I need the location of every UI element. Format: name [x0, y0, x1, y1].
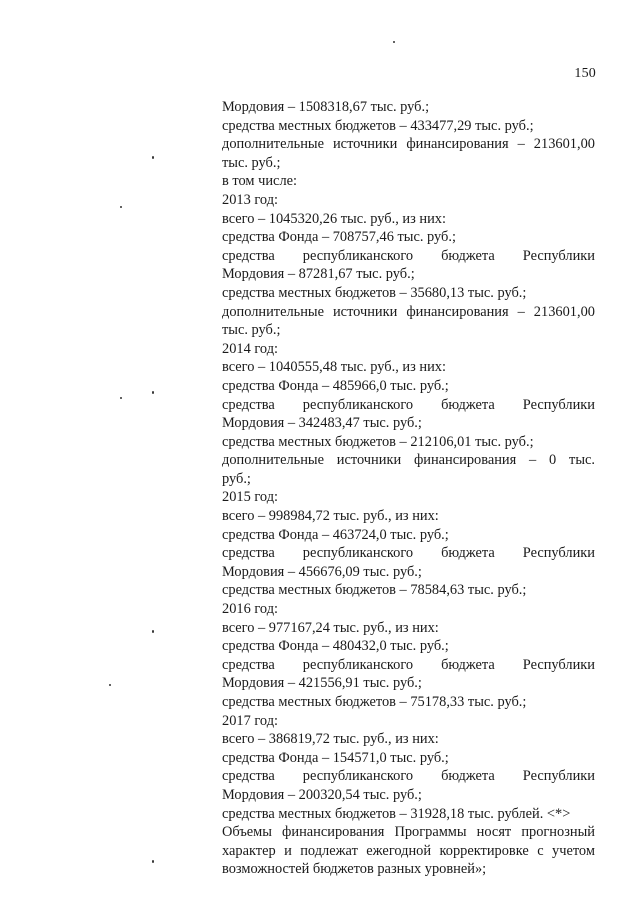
word: Республики — [522, 396, 595, 413]
page-number: 150 — [574, 66, 596, 81]
word: тыс. — [569, 452, 595, 469]
scan-speck — [393, 41, 395, 43]
text-line: в том числе: — [222, 173, 298, 190]
word: прогнозный — [521, 824, 595, 841]
year-heading: 2015 год: — [222, 489, 279, 506]
word: Объемы — [222, 824, 272, 841]
word: подлежат — [300, 842, 358, 859]
word: дополнительные — [222, 303, 324, 320]
word: источники — [332, 303, 398, 320]
word: Программы — [394, 824, 467, 841]
scan-speck — [109, 684, 111, 686]
word: финансирования — [282, 824, 385, 841]
document-body — [222, 98, 595, 879]
text-line: руб.; — [222, 470, 251, 487]
text-line: всего – 386819,72 тыс. руб., из них: — [222, 731, 439, 748]
word: Республики — [522, 768, 595, 785]
word: финансирования — [406, 303, 509, 320]
word: средства — [222, 545, 275, 562]
word: бюджета — [441, 396, 495, 413]
word: республиканского — [302, 768, 414, 785]
text-line — [222, 247, 595, 266]
text-line — [222, 396, 595, 415]
word: бюджета — [441, 768, 495, 785]
word: – — [517, 303, 525, 320]
word: финансирования — [406, 136, 509, 153]
word: ежегодной — [366, 842, 432, 859]
text-line: Мордовия – 87281,67 тыс. руб.; — [222, 266, 415, 283]
text-line: средства Фонда – 485966,0 тыс. руб.; — [222, 377, 449, 394]
text-line: средства Фонда – 480432,0 тыс. руб.; — [222, 638, 449, 655]
word: бюджета — [441, 545, 495, 562]
word: бюджета — [441, 247, 495, 264]
scan-speck — [152, 391, 154, 394]
text-line: средства местных бюджетов – 78584,63 тыс. руб.; — [222, 582, 527, 599]
text-line: Мордовия – 456676,09 тыс. руб.; — [222, 563, 422, 580]
word: средства — [222, 247, 275, 264]
word: с — [537, 842, 544, 859]
text-line: тыс. руб.; — [222, 154, 281, 171]
word: бюджета — [441, 656, 495, 673]
word: источники — [332, 136, 398, 153]
word: дополнительные — [222, 452, 324, 469]
word: носят — [476, 824, 512, 841]
scan-speck — [120, 206, 122, 208]
text-line: средства местных бюджетов – 31928,18 тыс. рублей. <*> — [222, 805, 571, 822]
word: учетом — [552, 842, 595, 859]
text-line: Мордовия – 342483,47 тыс. руб.; — [222, 415, 422, 432]
text-line: средства местных бюджетов – 75178,33 тыс. руб.; — [222, 694, 527, 710]
word: характер — [222, 842, 276, 859]
text-line — [222, 135, 595, 154]
word: корректировке — [439, 842, 529, 859]
text-line: средства Фонда – 154571,0 тыс. руб.; — [222, 749, 449, 766]
word: 213601,00 — [533, 136, 595, 153]
text-line: средства Фонда – 463724,0 тыс. руб.; — [222, 526, 449, 543]
text-line: средства местных бюджетов – 433477,29 тыс. руб.; — [222, 117, 534, 134]
word: республиканского — [302, 247, 414, 264]
text-line: всего – 998984,72 тыс. руб., из них: — [222, 508, 439, 525]
word: финансирования — [413, 452, 517, 469]
scan-speck — [152, 156, 154, 159]
text-line — [222, 767, 595, 786]
word: республиканского — [302, 656, 414, 673]
text-line: средства Фонда – 708757,46 тыс. руб.; — [222, 229, 456, 246]
scan-speck — [152, 860, 154, 863]
word: средства — [222, 768, 275, 785]
text-line: средства местных бюджетов – 212106,01 тыс. руб.; — [222, 433, 534, 450]
word: республиканского — [302, 545, 414, 562]
word: Республики — [522, 545, 595, 562]
text-line: всего – 1045320,26 тыс. руб., из них: — [222, 210, 446, 227]
word: средства — [222, 396, 275, 413]
year-heading: 2013 год: — [222, 191, 279, 208]
text-line — [222, 823, 595, 842]
text-line — [222, 544, 595, 563]
text-line — [222, 451, 595, 470]
text-line: всего – 1040555,48 тыс. руб., из них: — [222, 359, 446, 376]
word: Республики — [522, 656, 595, 673]
text-line — [222, 656, 595, 675]
word: республиканского — [302, 396, 414, 413]
year-heading: 2017 год: — [222, 712, 279, 729]
text-line: тыс. руб.; — [222, 322, 281, 339]
word: источники — [336, 452, 402, 469]
word: Республики — [522, 247, 595, 264]
word: – — [529, 452, 537, 469]
scan-speck — [152, 630, 154, 633]
text-line — [222, 842, 595, 861]
word: дополнительные — [222, 136, 324, 153]
text-line: средства местных бюджетов – 35680,13 тыс. руб.; — [222, 284, 527, 301]
year-heading: 2016 год: — [222, 601, 279, 618]
text-line: Мордовия – 421556,91 тыс. руб.; — [222, 675, 422, 692]
word: и — [284, 842, 292, 859]
year-heading: 2014 год: — [222, 340, 279, 357]
text-line: всего – 977167,24 тыс. руб., из них: — [222, 619, 439, 636]
scan-speck — [120, 397, 122, 399]
text-line: возможностей бюджетов разных уровней»; — [222, 861, 487, 878]
text-line: Мордовия – 1508318,67 тыс. руб.; — [222, 99, 430, 115]
word: 0 — [549, 452, 557, 469]
text-line — [222, 303, 595, 322]
text-line: Мордовия – 200320,54 тыс. руб.; — [222, 786, 422, 803]
word: – — [517, 136, 525, 153]
word: 213601,00 — [533, 303, 595, 320]
word: средства — [222, 656, 275, 673]
